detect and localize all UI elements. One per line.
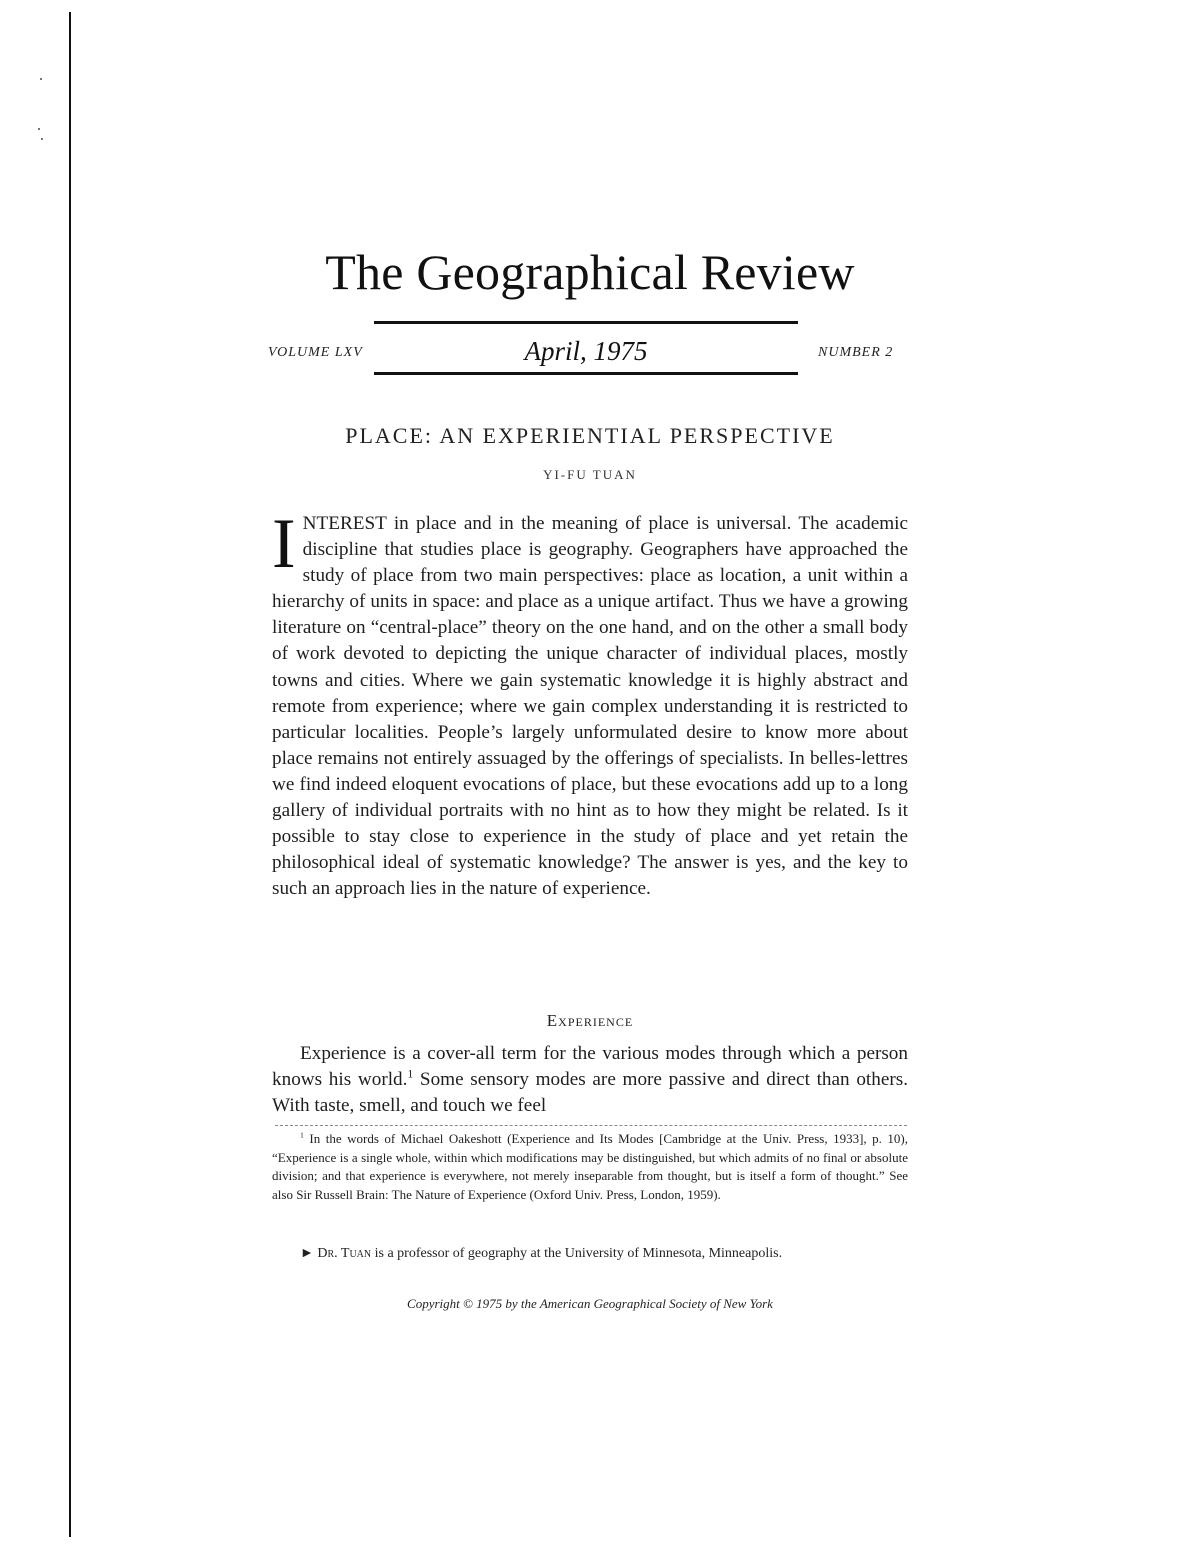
author-note-name: Dr. Tuan	[317, 1246, 372, 1261]
volume-label: VOLUME LXV	[268, 345, 363, 360]
scan-speck	[38, 128, 40, 130]
journal-title: The Geographical Review	[325, 244, 855, 300]
author-note-text: is a professor of geography at the University of Minnesota, Minneapolis.	[371, 1246, 783, 1261]
section-text-a: Experience is a cover-all term for the various modes through which a person knows his world.	[272, 1043, 908, 1090]
author-note	[272, 1243, 908, 1264]
lead-word: NTEREST	[302, 513, 387, 534]
drop-cap: I	[272, 505, 296, 583]
number-label: NUMBER 2	[818, 345, 894, 360]
footnote	[272, 1130, 908, 1204]
masthead-top-rule	[374, 321, 798, 324]
intro-text: in place and in the meaning of place is universal. The academic discipline that studies place is geography. Geographers have approached the study of place from two main perspectives: place as location, a unit within a hierarchy of units in space: and place as a unique artifact. Thus we have a growing literature on “central-place” theory on the one hand, and on the other a small body of work devoted to depicting the unique character of individual places, mostly towns and cities. Where we gain systematic knowledge it is highly abstract and remote from experience; where we gain complex understanding it is restricted to particular localities. People’s largely unformulated desire to know more about place remains not entirely assuaged by the offerings of specialists. In belles-lettres we find indeed eloquent evocations of place, but these evocations add up to a long gallery of individual portraits with no hint as to how they might be related. Is it possible to stay close to experience in the study of place and yet retain the philosophical ideal of systematic knowledge? The answer is yes, and the key to such an approach lies in the nature of experience.	[272, 513, 908, 900]
article-title: PLACE: AN EXPERIENTIAL PERSPECTIVE	[345, 423, 835, 448]
intro-paragraph	[272, 505, 908, 902]
footnote-divider	[275, 1125, 907, 1126]
masthead-bottom-rule	[374, 372, 798, 375]
footnote-text: In the words of Michael Oakeshott (Experience and Its Modes [Cambridge at the Univ. Press, 1933], p. 10), “Experience is a single whole, within which modifications may be distinguished, but which admits of no final or absolute division; and that experience is everywhere, not merely inseparable from thought, but is itself a form of thought.” See also Sir Russell Brain: The Nature of Experience (Oxford Univ. Press, London, 1959).	[272, 1131, 908, 1202]
section-paragraph	[272, 1041, 908, 1119]
scan-speck	[40, 78, 42, 80]
footnote-marker: 1	[407, 1068, 414, 1081]
section-heading: Experience	[546, 1011, 634, 1030]
issue-date: April, 1975	[524, 336, 648, 366]
section-text-b: Some sensory modes are more passive and direct than others. With taste, smell, and touch we feel	[272, 1069, 909, 1116]
article-author: YI-FU TUAN	[543, 467, 637, 482]
footnote-number: 1	[300, 1130, 304, 1140]
copyright-line: Copyright © 1975 by the American Geographical Society of New York	[407, 1296, 773, 1311]
binding-edge	[69, 12, 71, 1537]
scan-speck	[41, 138, 43, 140]
pointer-icon: ►	[300, 1246, 318, 1261]
